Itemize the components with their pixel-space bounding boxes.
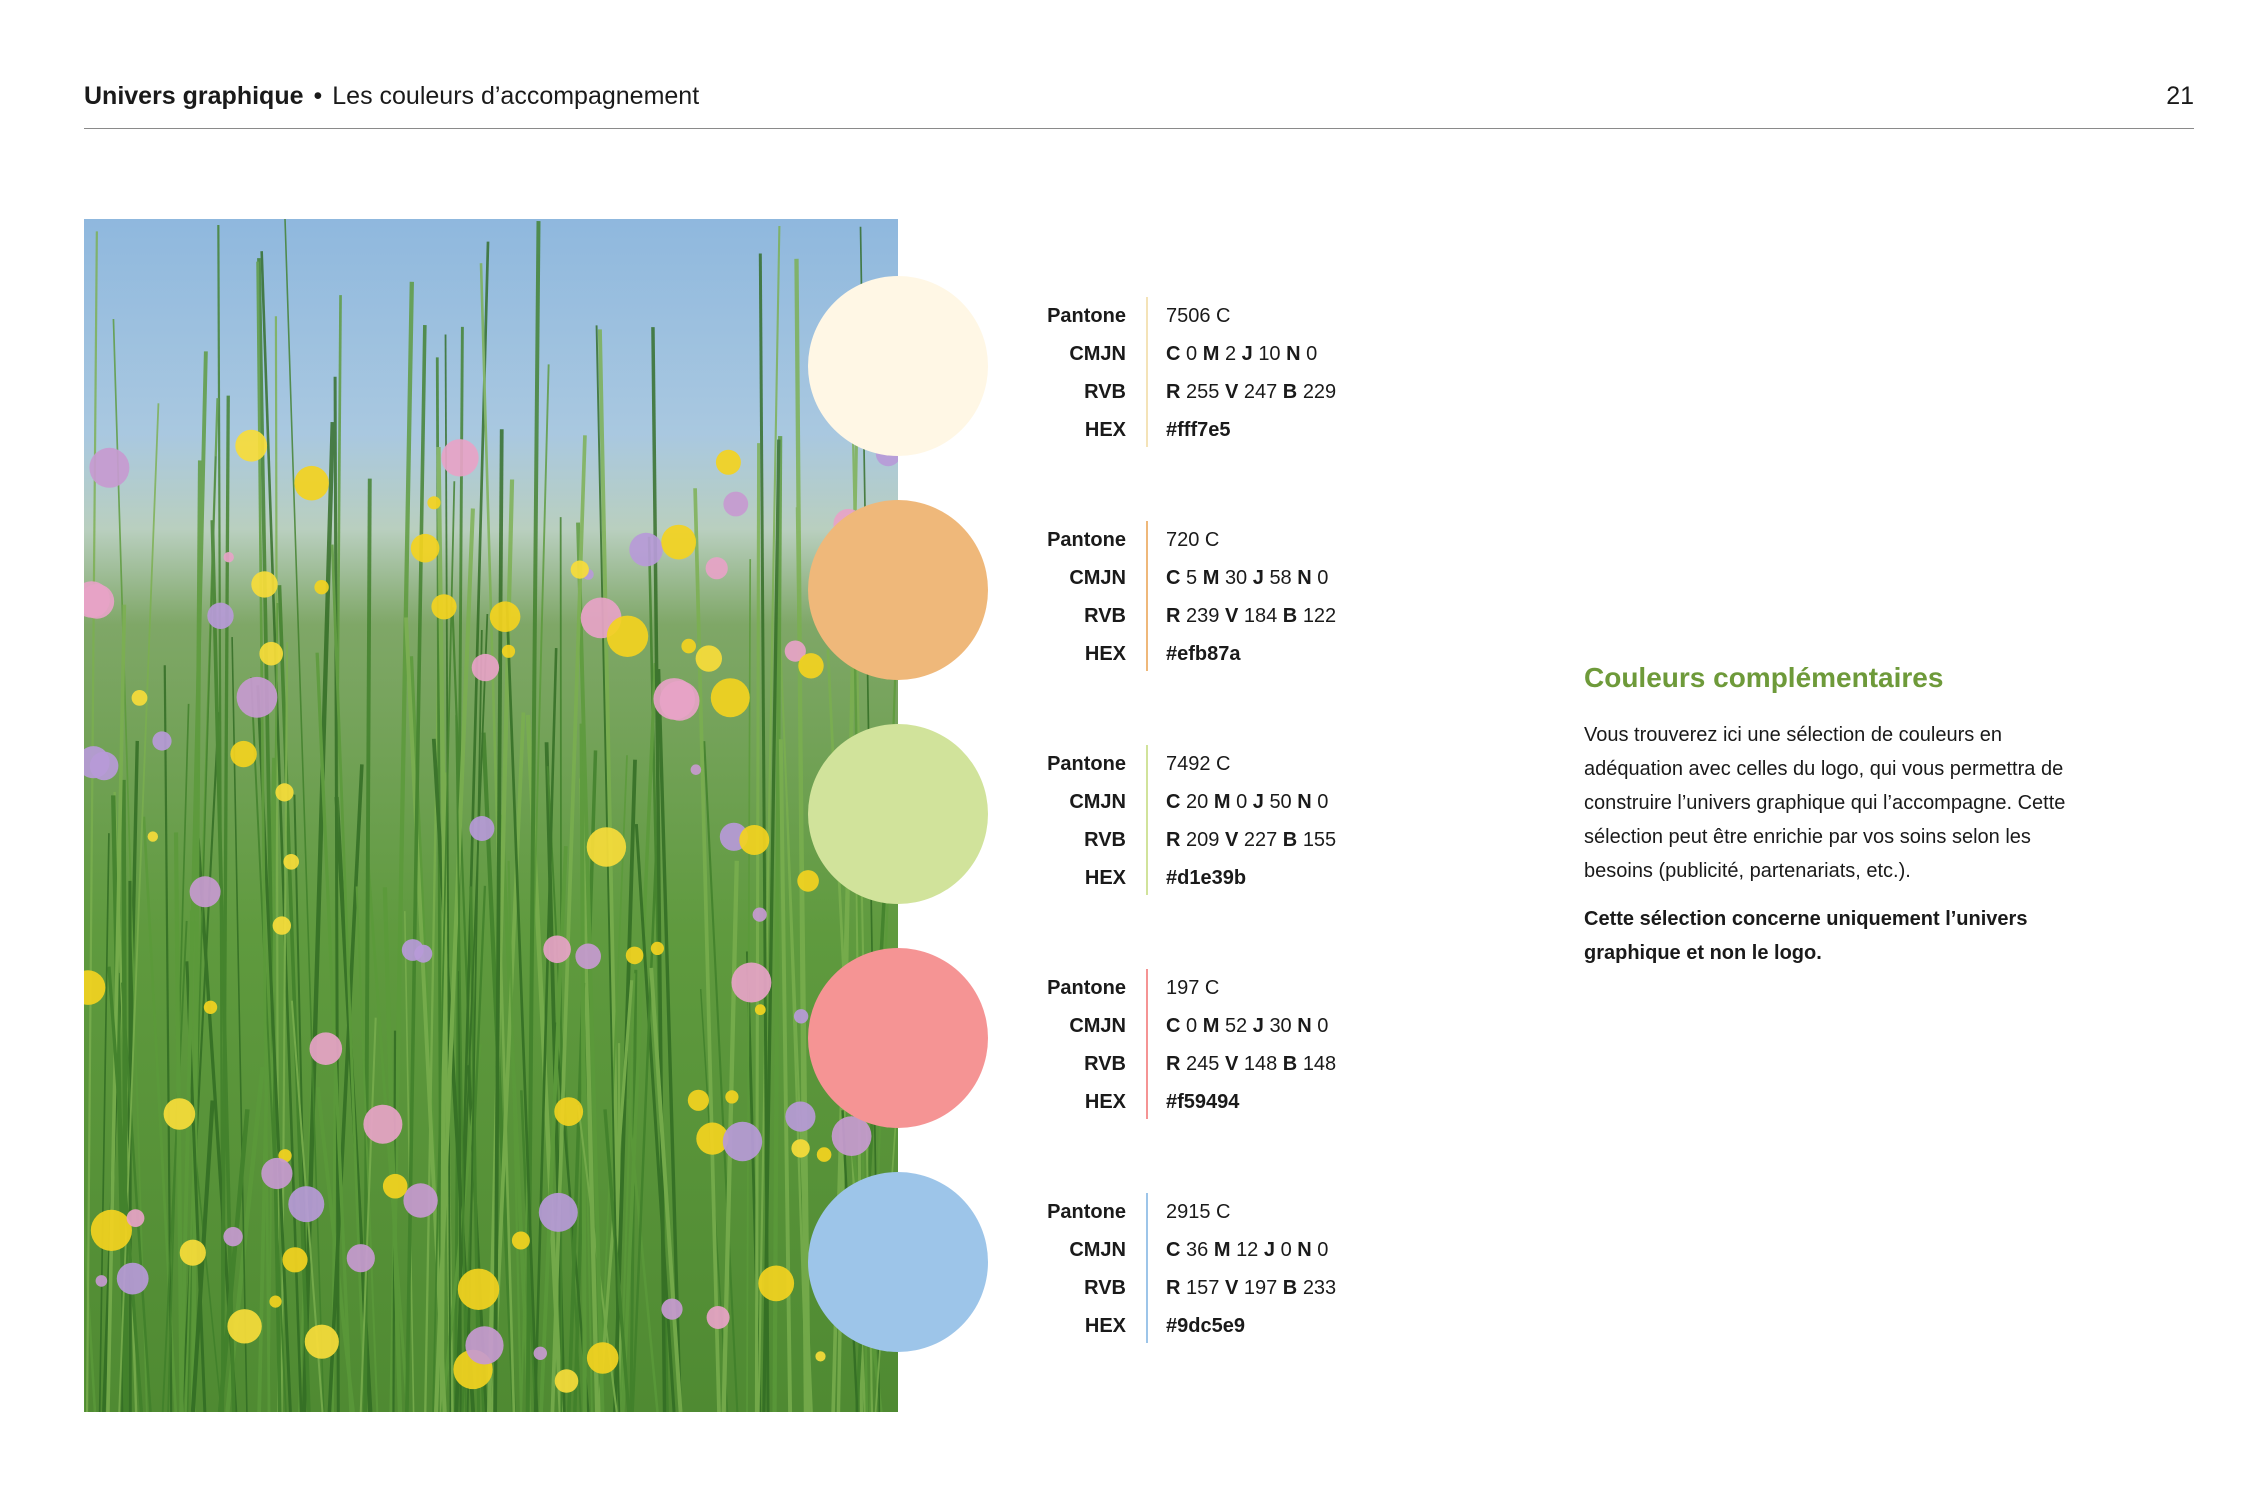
hex-row-label: HEX — [1084, 1315, 1126, 1337]
pantone-row-label: Pantone — [1047, 529, 1126, 551]
cmjn-row-value: C 5 M 30 J 58 N 0 — [1166, 567, 1329, 589]
hex-row-value: #d1e39b — [1166, 867, 1247, 889]
page-number: 21 — [2166, 82, 2194, 110]
section-subtitle: Les couleurs d’accompagnement — [332, 82, 700, 110]
cmjn-row-label: CMJN — [1069, 791, 1126, 813]
complementary-colors-text — [1584, 662, 2074, 984]
rvb-row — [1000, 1269, 1400, 1307]
rvb-row-value: R 245 V 148 B 148 — [1166, 1053, 1337, 1075]
cmjn-row-label: CMJN — [1069, 343, 1126, 365]
cmjn-row — [1000, 1007, 1400, 1045]
section-title: Univers graphique — [84, 82, 304, 110]
swatch-circle-4 — [808, 948, 988, 1128]
hex-row-value: #f59494 — [1166, 1091, 1240, 1113]
color-spec-1 — [1000, 297, 1400, 447]
rvb-row — [1000, 821, 1400, 859]
cmjn-row — [1000, 335, 1400, 373]
rvb-row — [1000, 373, 1400, 411]
hex-row-label: HEX — [1084, 1091, 1126, 1113]
rvb-row-value: R 209 V 227 B 155 — [1166, 829, 1337, 851]
pantone-row-value: 720 C — [1166, 529, 1220, 551]
pantone-row-value: 197 C — [1166, 977, 1220, 999]
rvb-row-label: RVB — [1084, 605, 1126, 627]
color-spec-4 — [1000, 969, 1400, 1119]
pantone-row — [1000, 521, 1400, 559]
pantone-row — [1000, 297, 1400, 335]
pantone-row-label: Pantone — [1047, 977, 1126, 999]
rvb-row-label: RVB — [1084, 381, 1126, 403]
pantone-row — [1000, 969, 1400, 1007]
hex-row-value: #efb87a — [1166, 643, 1241, 665]
pantone-row-label: Pantone — [1047, 1201, 1126, 1223]
cmjn-row-label: CMJN — [1069, 1015, 1126, 1037]
cmjn-row — [1000, 783, 1400, 821]
side-heading: Couleurs complémentaires — [1584, 662, 1944, 693]
hex-row-label: HEX — [1084, 643, 1126, 665]
pantone-row-value: 7506 C — [1166, 305, 1231, 327]
color-spec-3 — [1000, 745, 1400, 895]
cmjn-row-value: C 20 M 0 J 50 N 0 — [1166, 791, 1329, 813]
rvb-row — [1000, 597, 1400, 635]
side-paragraph: Vous trouverez ici une sélection de couleurs en adéquation avec celles du logo, qui vous permettra de construire l’univers graphique qui l’accompagne. Cette sélection peut être enrichie par vos soins selon les besoins (publicité, partenariats, etc.). — [1584, 724, 2066, 882]
swatch-circle-5 — [808, 1172, 988, 1352]
cmjn-row-value: C 0 M 2 J 10 N 0 — [1166, 343, 1318, 365]
rvb-row-label: RVB — [1084, 1053, 1126, 1075]
hex-row-value: #9dc5e9 — [1166, 1315, 1245, 1337]
swatch-circle-3 — [808, 724, 988, 904]
pantone-row-value: 7492 C — [1166, 753, 1231, 775]
rvb-row — [1000, 1045, 1400, 1083]
rvb-row-label: RVB — [1084, 1277, 1126, 1299]
hex-row-label: HEX — [1084, 419, 1126, 441]
pantone-row — [1000, 745, 1400, 783]
cmjn-row-value: C 0 M 52 J 30 N 0 — [1166, 1015, 1329, 1037]
hex-row — [1000, 635, 1400, 673]
title-separator: • — [313, 82, 323, 110]
rvb-row-label: RVB — [1084, 829, 1126, 851]
pantone-row-value: 2915 C — [1166, 1201, 1231, 1223]
page-title — [84, 82, 699, 111]
cmjn-row — [1000, 1231, 1400, 1269]
swatch-circle-1 — [808, 276, 988, 456]
color-spec-2 — [1000, 521, 1400, 671]
color-spec-5 — [1000, 1193, 1400, 1343]
side-note: Cette sélection concerne uniquement l’univers graphique et non le logo. — [1584, 908, 2028, 964]
hex-row — [1000, 859, 1400, 897]
cmjn-row — [1000, 559, 1400, 597]
page-header — [84, 78, 2194, 129]
rvb-row-value: R 239 V 184 B 122 — [1166, 605, 1337, 627]
hex-row — [1000, 1307, 1400, 1345]
hex-row — [1000, 1083, 1400, 1121]
rvb-row-value: R 157 V 197 B 233 — [1166, 1277, 1337, 1299]
swatch-circle-2 — [808, 500, 988, 680]
cmjn-row-label: CMJN — [1069, 1239, 1126, 1261]
hex-row-label: HEX — [1084, 867, 1126, 889]
pantone-row — [1000, 1193, 1400, 1231]
cmjn-row-value: C 36 M 12 J 0 N 0 — [1166, 1239, 1329, 1261]
rvb-row-value: R 255 V 247 B 229 — [1166, 381, 1337, 403]
pantone-row-label: Pantone — [1047, 753, 1126, 775]
cmjn-row-label: CMJN — [1069, 567, 1126, 589]
pantone-row-label: Pantone — [1047, 305, 1126, 327]
hex-row-value: #fff7e5 — [1166, 419, 1231, 441]
hex-row — [1000, 411, 1400, 449]
meadow-photo — [84, 219, 898, 1412]
